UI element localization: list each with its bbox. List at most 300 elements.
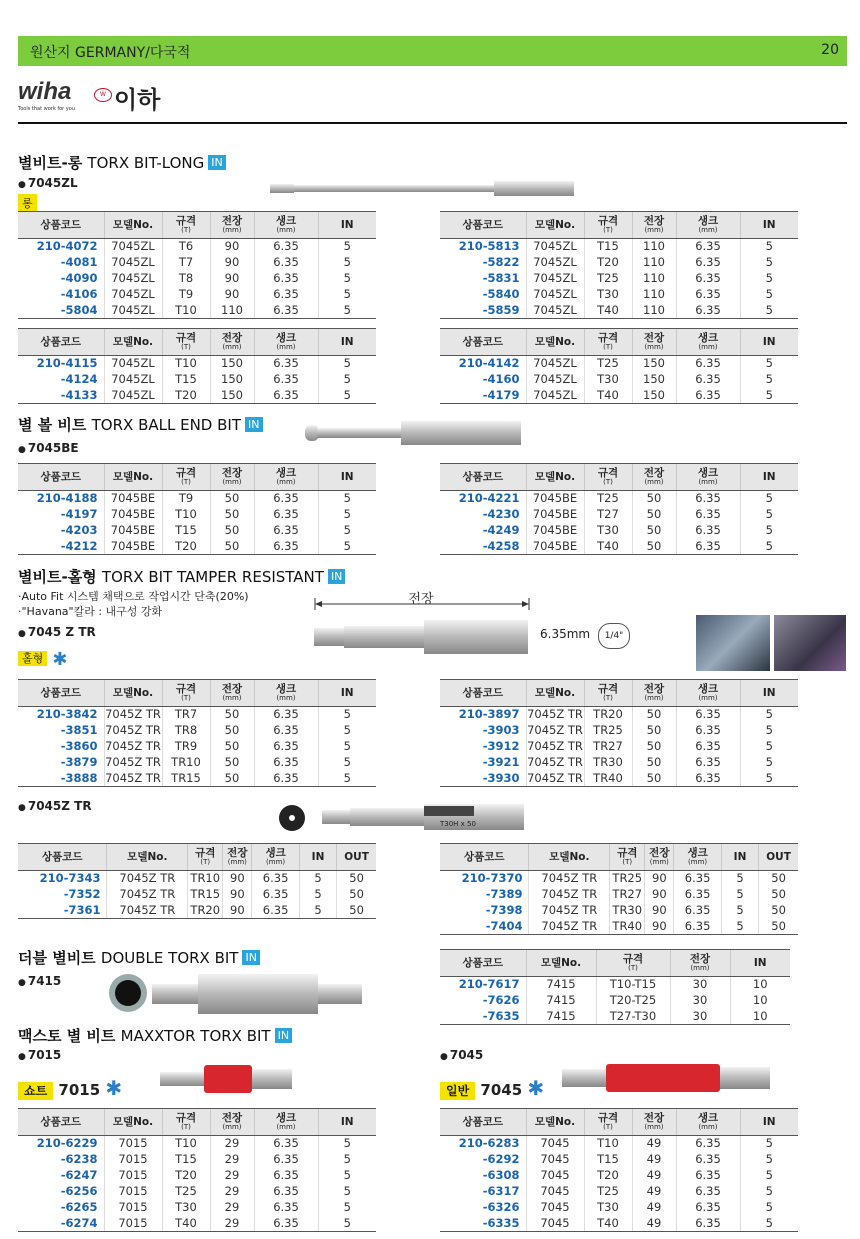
cell-size: T15	[162, 372, 210, 388]
cell-size: T9	[162, 491, 210, 507]
spec-table-ball-end-left	[18, 463, 376, 555]
cell-model: 7045Z TR	[527, 707, 583, 722]
cell-size: T25	[162, 1184, 210, 1200]
cell-len: 50	[210, 707, 254, 723]
brand-logo-text: wiha	[18, 78, 72, 105]
cell-model: 7045ZL	[526, 356, 584, 372]
table-row	[440, 771, 798, 787]
cell-shank: 6.35	[254, 1184, 318, 1200]
table-row	[18, 755, 376, 771]
column-header-model: 모델No.	[107, 844, 188, 871]
cell-len: 90	[645, 903, 674, 919]
bit-marking: T30H x 50	[440, 820, 476, 828]
in-badge: IN	[208, 155, 225, 170]
cell-size: T20	[162, 539, 210, 555]
cell-size: T20	[584, 255, 632, 271]
cell-shank: 6.35	[676, 239, 740, 255]
cell-size: T25	[584, 491, 632, 507]
cell-in: 5	[740, 539, 798, 555]
column-header-code: 상품코드	[18, 680, 104, 707]
cell-size: T9	[162, 287, 210, 303]
cell-len: 29	[210, 1168, 254, 1184]
cell-shank: 6.35	[676, 491, 740, 507]
table-row	[440, 723, 798, 739]
cell-in: 5	[740, 723, 798, 739]
column-header-size: 규격 (T)	[162, 1109, 210, 1136]
tamper-resistant-50-bit-image	[322, 803, 527, 831]
cell-shank: 6.35	[676, 523, 740, 539]
cell-len: 50	[632, 523, 676, 539]
cell-code: -5822	[482, 255, 520, 269]
cell-in: 5	[740, 771, 798, 787]
cell-in: 5	[740, 287, 798, 303]
cell-in: 5	[318, 707, 376, 723]
cell-in: 5	[318, 271, 376, 287]
column-header-model: 모델No.	[104, 212, 162, 239]
cell-in: 5	[740, 255, 798, 271]
table-row	[440, 539, 798, 555]
cell-len: 29	[210, 1216, 254, 1232]
column-header-size: 규격 (T)	[610, 844, 645, 871]
cell-code: 210-4115	[36, 356, 98, 371]
cell-size: T20	[584, 1168, 632, 1184]
cell-in: 5	[299, 871, 336, 887]
cell-size: T20	[162, 388, 210, 404]
in-badge: IN	[245, 417, 262, 432]
cell-size: T10	[162, 356, 210, 372]
column-header-len: 전장 (mm)	[632, 1109, 676, 1136]
cell-len: 90	[645, 887, 674, 903]
brand-name-kr: 이하	[114, 86, 161, 114]
table-row	[18, 271, 376, 287]
cell-size: T30	[584, 1200, 632, 1216]
column-header-code: 상품코드	[440, 212, 526, 239]
cell-code: 210-3842	[36, 707, 98, 722]
cell-in: 5	[721, 887, 758, 903]
cell-size: TR27	[610, 887, 645, 903]
cell-model: 7045ZL	[104, 388, 162, 404]
cell-code: -7635	[440, 1009, 526, 1025]
model-label: ● 7045BE	[18, 441, 79, 455]
cell-len: 49	[632, 1136, 676, 1152]
cell-len: 90	[645, 919, 674, 935]
column-header-code: 상품코드	[18, 329, 104, 356]
column-header-shank: 생크 (mm)	[252, 844, 300, 871]
cell-in: 5	[318, 1184, 376, 1200]
cell-shank: 6.35	[254, 491, 318, 507]
column-header-size: 규격 (T)	[162, 329, 210, 356]
table-row	[18, 239, 376, 255]
cell-size: TR20	[188, 903, 223, 919]
cell-shank: 6.35	[254, 1200, 318, 1216]
table-row	[18, 523, 376, 539]
column-header-len: 전장 (mm)	[632, 464, 676, 491]
column-header-size: 규격 (T)	[584, 212, 632, 239]
cell-code: -4203	[60, 523, 98, 537]
cell-model: 7045ZL	[526, 303, 584, 319]
cell-shank: 6.35	[674, 919, 722, 935]
table-row	[18, 739, 376, 755]
cell-model: 7045Z TR	[107, 887, 188, 903]
table-row	[18, 887, 376, 903]
cell-size: TR30	[610, 903, 645, 919]
cell-len: 49	[632, 1184, 676, 1200]
cell-in: 5	[318, 1152, 376, 1168]
cell-model: 7045Z TR	[105, 755, 161, 769]
cell-size: TR15	[162, 771, 210, 787]
cell-size: T30	[584, 287, 632, 303]
column-header-in: IN	[730, 950, 790, 977]
cell-model: 7045ZL	[104, 303, 162, 319]
cell-len: 50	[210, 539, 254, 555]
cell-model: 7045Z TR	[527, 739, 583, 753]
spec-table-tamper-50-right	[440, 843, 798, 935]
cell-code: 210-4072	[36, 239, 98, 254]
cell-shank: 6.35	[254, 239, 318, 255]
cell-shank: 6.35	[674, 887, 722, 903]
cell-in: 5	[318, 523, 376, 539]
cell-size: TR40	[584, 771, 632, 787]
page-header-bar	[18, 36, 847, 66]
cell-in: 5	[318, 1216, 376, 1232]
cell-shank: 6.35	[676, 303, 740, 319]
column-header-code: 상품코드	[440, 329, 526, 356]
page-number: 20	[821, 42, 839, 58]
cell-code: -5804	[18, 303, 104, 319]
spec-table-torx-long150-right	[440, 328, 798, 404]
cell-in: 5	[740, 755, 798, 771]
cell-model: 7045BE	[526, 523, 584, 539]
column-header-code: 상품코드	[440, 680, 526, 707]
column-header-code: 상품코드	[440, 464, 526, 491]
cell-code: -6256	[60, 1184, 98, 1198]
column-header-shank: 생크 (mm)	[676, 464, 740, 491]
cell-size: T15	[162, 1152, 210, 1168]
cell-in: 5	[740, 271, 798, 287]
cell-code: -3879	[60, 755, 98, 769]
cell-shank: 6.35	[254, 1216, 318, 1232]
spec-table-tamper-right	[440, 679, 798, 787]
cell-code: 210-7617	[458, 977, 520, 992]
column-header-model: 모델No.	[526, 329, 584, 356]
column-header-shank: 생크 (mm)	[674, 844, 722, 871]
cell-len: 29	[210, 1136, 254, 1152]
double-torx-end-icon	[108, 973, 148, 1013]
cell-len: 49	[632, 1216, 676, 1232]
cell-code: 210-4221	[458, 491, 520, 506]
cell-size: TR9	[162, 739, 210, 755]
cell-in: 10	[730, 993, 790, 1009]
cell-len: 90	[223, 887, 252, 903]
ball-end-bit-image	[305, 419, 523, 447]
cell-model: 7045ZL	[104, 372, 162, 388]
cell-in: 5	[318, 539, 376, 555]
column-header-out: OUT	[337, 844, 376, 871]
cell-len: 150	[632, 388, 676, 404]
cell-in: 5	[318, 255, 376, 271]
cell-shank: 6.35	[676, 755, 740, 771]
cell-len: 110	[632, 255, 676, 271]
double-torx-bit-image	[152, 970, 364, 1018]
cell-in: 5	[740, 356, 798, 372]
column-header-model: 모델No.	[104, 680, 162, 707]
cell-len: 110	[632, 287, 676, 303]
column-header-shank: 생크 (mm)	[676, 680, 740, 707]
table-row	[440, 356, 798, 372]
cell-len: 90	[210, 271, 254, 287]
cell-model: 7045	[526, 1216, 584, 1232]
cell-model: 7045Z TR	[527, 770, 583, 785]
cell-in: 5	[721, 871, 758, 887]
cell-in: 5	[740, 1184, 798, 1200]
cell-shank: 6.35	[254, 523, 318, 539]
cell-in: 5	[740, 303, 798, 319]
cell-shank: 6.35	[676, 287, 740, 303]
column-header-size: 규격 (T)	[584, 680, 632, 707]
type-badge-row	[18, 647, 67, 670]
cell-model: 7045BE	[104, 523, 162, 539]
column-header-model: 모델No.	[526, 1109, 584, 1136]
cell-in: 5	[318, 723, 376, 739]
column-header-shank: 생크 (mm)	[254, 212, 318, 239]
column-header-len: 전장 (mm)	[210, 212, 254, 239]
cell-code: -7626	[482, 993, 520, 1007]
cell-in: 5	[318, 507, 376, 523]
column-header-model: 모델No.	[526, 212, 584, 239]
cell-code: -4197	[60, 507, 98, 521]
table-row	[18, 871, 376, 887]
model-label: ● 7045	[440, 1048, 483, 1062]
cell-shank: 6.35	[254, 303, 318, 319]
cell-code: 210-4188	[36, 491, 98, 506]
cell-len: 50	[632, 723, 676, 739]
cell-size: T8	[162, 271, 210, 287]
section-title-tamper-resistant: 별비트-홀형 TORX BIT TAMPER RESISTANT IN	[18, 566, 345, 587]
table-row	[18, 255, 376, 271]
cell-code: -3851	[60, 723, 98, 737]
table-row	[18, 1216, 376, 1232]
type-badge-number: 7015	[58, 1081, 101, 1099]
cell-code: -7404	[440, 919, 529, 935]
table-row	[440, 271, 798, 287]
cell-len: 30	[670, 1009, 730, 1025]
cell-code: 210-6283	[458, 1136, 520, 1151]
cell-shank: 6.35	[676, 1168, 740, 1184]
cell-size: T10	[162, 507, 210, 523]
column-header-model: 모델No.	[104, 329, 162, 356]
cell-model: 7045Z TR	[105, 770, 161, 785]
product-photo	[696, 615, 770, 671]
cell-out: 50	[337, 871, 376, 887]
cell-shank: 6.35	[252, 871, 300, 887]
spec-table-torx-long-right	[440, 211, 798, 319]
cell-code: -6247	[60, 1168, 98, 1182]
column-header-model: 모델No.	[526, 680, 584, 707]
cell-size: T40	[584, 1216, 632, 1232]
feature-note: ·"Havana"칼라 : 내구성 강화	[18, 605, 163, 618]
cell-in: 5	[318, 303, 376, 319]
cell-len: 50	[632, 539, 676, 555]
cell-len: 150	[210, 372, 254, 388]
cell-shank: 6.35	[254, 507, 318, 523]
cell-shank: 6.35	[676, 707, 740, 723]
cell-shank: 6.35	[254, 1136, 318, 1152]
table-row	[440, 993, 790, 1009]
column-header-code: 상품코드	[440, 950, 526, 977]
cell-model: 7045BE	[104, 539, 162, 555]
column-header-in: IN	[318, 1109, 376, 1136]
cell-shank: 6.35	[254, 723, 318, 739]
cell-len: 50	[210, 771, 254, 787]
cell-code: -4179	[440, 388, 526, 404]
cell-size: T27-T30	[596, 1009, 670, 1025]
in-badge: IN	[328, 569, 345, 584]
cell-code: -6274	[18, 1216, 104, 1232]
type-badge: 롱	[18, 194, 37, 212]
cell-size: T25	[584, 271, 632, 287]
cell-in: 10	[730, 1009, 790, 1025]
header-divider	[18, 122, 847, 124]
table-row	[18, 372, 376, 388]
cell-size: T15	[584, 239, 632, 255]
cell-in: 5	[740, 1136, 798, 1152]
cell-size: T10	[162, 303, 210, 319]
type-badge-row	[18, 1076, 122, 1100]
table-row	[440, 1152, 798, 1168]
column-header-shank: 생크 (mm)	[676, 212, 740, 239]
column-header-code: 상품코드	[18, 1109, 104, 1136]
cell-model: 7015	[104, 1136, 162, 1152]
column-header-model: 모델No.	[526, 950, 596, 977]
column-header-len: 전장 (mm)	[210, 1109, 254, 1136]
spec-table-ball-end-right	[440, 463, 798, 555]
cell-size: T30	[584, 372, 632, 388]
cell-code: 210-5813	[458, 239, 520, 254]
cell-len: 50	[210, 755, 254, 771]
type-badge-number: 7045	[480, 1081, 523, 1099]
cell-code: -4160	[482, 372, 520, 386]
table-row	[440, 507, 798, 523]
cell-len: 49	[632, 1152, 676, 1168]
cell-shank: 6.35	[676, 388, 740, 404]
column-header-len: 전장 (mm)	[210, 329, 254, 356]
type-badge: 일반	[440, 1082, 475, 1100]
cell-out: 50	[759, 919, 798, 935]
type-badge: 홀형	[18, 651, 47, 666]
cell-shank: 6.35	[676, 372, 740, 388]
table-row	[440, 887, 798, 903]
cell-size: T10-T15	[596, 977, 670, 993]
cell-in: 5	[740, 1152, 798, 1168]
cell-size: T30	[162, 1200, 210, 1216]
cell-code: -3912	[482, 739, 520, 753]
model-label: ● 7045 Z TR	[18, 625, 96, 639]
torx-star-icon: ✱	[52, 649, 68, 670]
cell-shank: 6.35	[676, 1184, 740, 1200]
table-row	[440, 919, 798, 935]
cell-size: TR15	[188, 887, 223, 903]
cell-size: T20-T25	[596, 993, 670, 1009]
product-photo	[774, 615, 846, 671]
in-badge: IN	[275, 1028, 292, 1043]
cell-code: -6292	[482, 1152, 520, 1166]
cell-shank: 6.35	[676, 507, 740, 523]
cell-in: 5	[740, 1200, 798, 1216]
cell-size: TR10	[188, 871, 223, 887]
cell-model: 7045ZL	[104, 239, 162, 255]
cell-model: 7045	[526, 1152, 584, 1168]
cell-code: 210-6229	[36, 1136, 98, 1151]
cell-in: 5	[318, 287, 376, 303]
cell-model: 7045Z TR	[105, 707, 161, 722]
spec-table-maxxtor-7045	[440, 1108, 798, 1232]
cell-shank: 6.35	[254, 1168, 318, 1184]
cell-shank: 6.35	[676, 271, 740, 287]
cell-model: 7045	[526, 1184, 584, 1200]
column-header-code: 상품코드	[18, 464, 104, 491]
cell-len: 50	[632, 491, 676, 507]
spec-table-torx-long-left	[18, 211, 376, 319]
cell-model: 7045ZL	[526, 372, 584, 388]
cell-code: -7352	[63, 887, 101, 901]
column-header-size: 규격 (T)	[584, 1109, 632, 1136]
cell-model: 7015	[104, 1184, 162, 1200]
model-label: ● 7045ZL	[18, 176, 78, 190]
table-row	[440, 903, 798, 919]
column-header-in: IN	[721, 844, 758, 871]
column-header-in: IN	[318, 329, 376, 356]
cell-size: TR25	[584, 723, 632, 739]
cell-len: 90	[210, 239, 254, 255]
column-header-in: IN	[740, 680, 798, 707]
cell-in: 5	[318, 372, 376, 388]
table-row	[440, 707, 798, 723]
cell-shank: 6.35	[254, 255, 318, 271]
column-header-code: 상품코드	[440, 1109, 526, 1136]
cell-len: 49	[632, 1200, 676, 1216]
maxxtor-standard-bit-image	[562, 1061, 772, 1095]
table-row	[18, 388, 376, 404]
cell-model: 7045BE	[526, 507, 584, 523]
cell-shank: 6.35	[676, 723, 740, 739]
cell-size: TR20	[584, 707, 632, 723]
table-row	[440, 239, 798, 255]
cell-len: 150	[632, 356, 676, 372]
brand-tagline: Tools that work for you	[18, 106, 75, 112]
table-row	[440, 1216, 798, 1232]
cell-shank: 6.35	[676, 1200, 740, 1216]
cell-code: 210-7343	[39, 871, 101, 886]
length-dimension-label: 전장	[408, 592, 434, 607]
column-header-model: 모델No.	[526, 464, 584, 491]
cell-len: 150	[210, 356, 254, 372]
column-header-shank: 생크 (mm)	[254, 329, 318, 356]
cell-model: 7045ZL	[104, 271, 162, 287]
cell-in: 5	[318, 739, 376, 755]
cell-len: 50	[210, 739, 254, 755]
cell-in: 5	[740, 707, 798, 723]
type-badge-row	[440, 1076, 544, 1100]
column-header-size: 규격 (T)	[162, 212, 210, 239]
cell-len: 150	[632, 372, 676, 388]
section-title-maxxtor: 맥스토 별 비트 MAXXTOR TORX BIT IN	[18, 1025, 292, 1046]
cell-shank: 6.35	[254, 739, 318, 755]
cell-len: 150	[210, 388, 254, 404]
cell-len: 50	[210, 507, 254, 523]
cell-model: 7045Z TR	[527, 723, 583, 737]
model-label: ● 7015	[18, 1048, 61, 1062]
cell-in: 5	[740, 388, 798, 404]
